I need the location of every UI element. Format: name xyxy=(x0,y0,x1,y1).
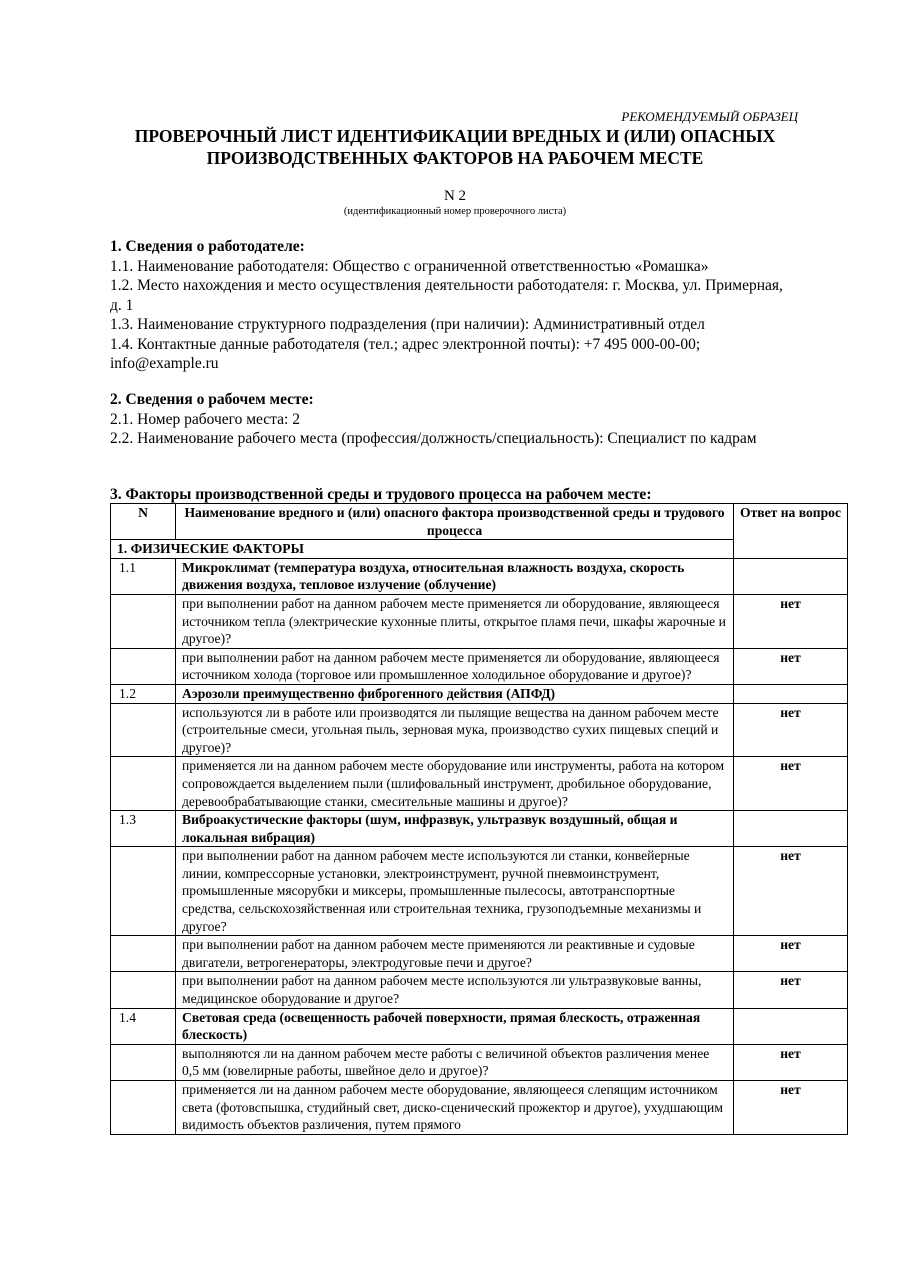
answer-value: нет xyxy=(734,648,848,684)
number-cell xyxy=(111,757,176,811)
question-text: при выполнении работ на данном рабочем месте применяется ли оборудование, являющееся источником холода (торговое или промышленное холодильное оборудование и другое)? xyxy=(176,648,734,684)
number-cell xyxy=(111,936,176,972)
question-text: используются ли в работе или производятся ли пылящие вещества на данном рабочем месте (строительные смеси, угольная пыль, зерновая мука, производство сухих пищевых специй и другое)? xyxy=(176,703,734,757)
employer-location: 1.2. Место нахождения и место осуществления деятельности работодателя: г. Москва, ул. Примерная, д. 1 xyxy=(110,277,783,314)
number-cell xyxy=(111,847,176,936)
checklist-number-caption: (идентификационный номер проверочного листа) xyxy=(343,206,567,217)
answer-value: нет xyxy=(734,703,848,757)
question-text: при выполнении работ на данном рабочем месте используются ли станки, конвейерные линии, компрессорные установки, электроинструмент, ручной пневмоинструмент, промышленные мясорубки и миксеры, промышленные пылесосы, автотранспортные средства, сельскохозяйственная или строительная техника, грузоподъемные механизмы и другое? xyxy=(176,847,734,936)
question-row xyxy=(111,847,848,936)
factors-table xyxy=(110,503,848,1135)
workplace-name: 2.2. Наименование рабочего места (профессия/должность/специальность): Специалист по кадрам xyxy=(110,430,757,447)
number-cell xyxy=(111,1044,176,1080)
question-row xyxy=(111,594,848,648)
checklist-number: N 2 xyxy=(443,188,467,204)
table-header-row xyxy=(111,504,848,540)
workplace-number: 2.1. Номер рабочего места: 2 xyxy=(110,410,300,428)
question-row xyxy=(111,703,848,757)
question-row xyxy=(111,1081,848,1135)
factor-name: Световая среда (освещенность рабочей поверхности, прямая блескость, отраженная блескость) xyxy=(176,1008,734,1044)
number-cell xyxy=(111,972,176,1008)
section-heading: 2. Сведения о рабочем месте: xyxy=(110,391,314,408)
column-header-number: N xyxy=(111,504,176,540)
question-row xyxy=(111,936,848,972)
document-title xyxy=(110,125,800,169)
factor-number: 1.2 xyxy=(111,684,176,703)
column-header-answer: Ответ на вопрос xyxy=(734,504,848,559)
factor-number: 1.1 xyxy=(111,558,176,594)
question-row xyxy=(111,972,848,1008)
factor-row xyxy=(111,811,848,847)
group-title: 1. ФИЗИЧЕСКИЕ ФАКТОРЫ xyxy=(111,540,734,559)
number-cell xyxy=(111,594,176,648)
section-heading: 1. Сведения о работодателе: xyxy=(110,238,305,255)
workplace-info-section xyxy=(110,390,790,449)
factor-name: Виброакустические факторы (шум, инфразвук, ультразвук воздушный, общая и локальная вибрация) xyxy=(176,811,734,847)
answer-value: нет xyxy=(734,1044,848,1080)
question-row xyxy=(111,757,848,811)
answer-cell xyxy=(734,558,848,594)
question-text: применяется ли на данном рабочем месте оборудование, являющееся слепящим источником света (фотовспышка, студийный свет, диско-сценический прожектор и другое), ухудшающим видимость объектов различения, путем прямого xyxy=(176,1081,734,1135)
employer-department: 1.3. Наименование структурного подразделения (при наличии): Административный отдел xyxy=(110,316,705,333)
number-cell xyxy=(111,1081,176,1135)
document-title-line: ПРОИЗВОДСТВЕННЫХ ФАКТОРОВ НА РАБОЧЕМ МЕСТЕ xyxy=(206,148,704,168)
factor-name: Микроклимат (температура воздуха, относительная влажность воздуха, скорость движения воздуха, тепловое излучение (облучение) xyxy=(176,558,734,594)
employer-contacts: 1.4. Контактные данные работодателя (тел.; адрес электронной почты): +7 495 000-00-00; info@example.ru xyxy=(110,335,701,372)
factor-name: Аэрозоли преимущественно фиброгенного действия (АПФД) xyxy=(176,684,734,703)
column-header-factor-name: Наименование вредного и (или) опасного фактора производственной среды и трудового процесса xyxy=(176,504,734,540)
answer-value: нет xyxy=(734,847,848,936)
document-title-line: ПРОВЕРОЧНЫЙ ЛИСТ ИДЕНТИФИКАЦИИ ВРЕДНЫХ И (ИЛИ) ОПАСНЫХ xyxy=(134,126,776,146)
answer-cell xyxy=(734,684,848,703)
question-text: при выполнении работ на данном рабочем месте используются ли ультразвуковые ванны, медицинское оборудование и другое? xyxy=(176,972,734,1008)
answer-value: нет xyxy=(734,1081,848,1135)
factor-row xyxy=(111,1008,848,1044)
question-text: при выполнении работ на данном рабочем месте применяются ли реактивные и судовые двигатели, ветрогенераторы, электродуговые печи и другое? xyxy=(176,936,734,972)
factor-row xyxy=(111,558,848,594)
answer-value: нет xyxy=(734,936,848,972)
answer-cell xyxy=(734,811,848,847)
question-row xyxy=(111,1044,848,1080)
question-text: применяется ли на данном рабочем месте оборудование или инструменты, работа на котором сопровождается выделением пыли (шлифовальный инструмент, дробильное оборудование, деревообрабатывающие станки, смесительные машины и другое)? xyxy=(176,757,734,811)
factor-number: 1.4 xyxy=(111,1008,176,1044)
question-text: при выполнении работ на данном рабочем месте применяется ли оборудование, являющееся источником тепла (электрические кухонные плиты, открытое пламя печи, шкафы жарочные и другое)? xyxy=(176,594,734,648)
answer-value: нет xyxy=(734,757,848,811)
answer-cell xyxy=(734,1008,848,1044)
section-heading: 3. Факторы производственной среды и трудового процесса на рабочем месте: xyxy=(110,486,652,503)
number-cell xyxy=(111,648,176,684)
question-text: выполняются ли на данном рабочем месте работы с величиной объектов различения менее 0,5 мм (ювелирные работы, швейное дело и другое)? xyxy=(176,1044,734,1080)
employer-name: 1.1. Наименование работодателя: Общество с ограниченной ответственностью «Ромашка» xyxy=(110,257,709,275)
question-row xyxy=(111,648,848,684)
answer-value: нет xyxy=(734,972,848,1008)
factor-number: 1.3 xyxy=(111,811,176,847)
employer-info-section xyxy=(110,237,790,374)
factor-row xyxy=(111,684,848,703)
recommended-sample-label: РЕКОМЕНДУЕМЫЙ ОБРАЗЕЦ xyxy=(621,109,798,124)
answer-value: нет xyxy=(734,594,848,648)
number-cell xyxy=(111,703,176,757)
